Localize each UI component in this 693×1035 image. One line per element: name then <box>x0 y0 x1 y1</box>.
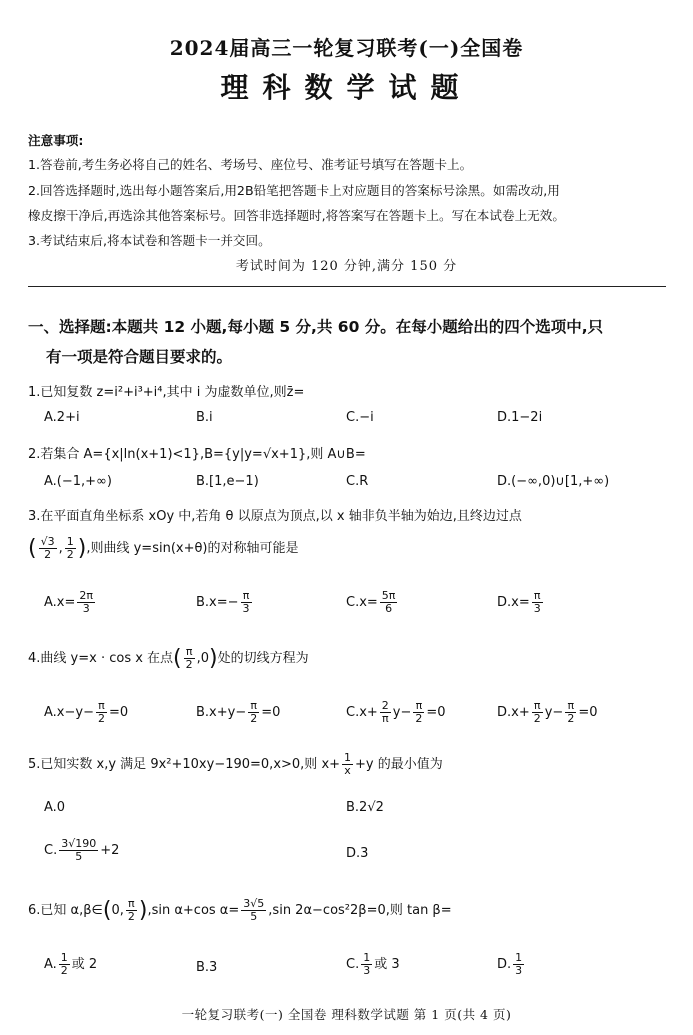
question-6-option-b: B.3 <box>196 960 218 975</box>
question-1-option-c: C.−i <box>346 410 374 425</box>
notice-line: 3.考试结束后,将本试卷和答题卡一并交回。 <box>28 233 271 248</box>
page-footer: 一轮复习联考(一) 全国卷 理科数学试题 第 1 页(共 4 页) <box>181 1007 512 1022</box>
question-1-option-b: B.i <box>196 410 213 425</box>
question-5-stem: 5.已知实数 x,y 满足 9x²+10xy−190=0,x>0,则 x+ $\frac{1}{x}$ +y 的最小值为 <box>28 751 443 777</box>
question-2-stem: 2.若集合 A={x|ln(x+1)<1},B={y|y=√x+1},则 A∪B= <box>28 447 366 462</box>
question-1-option-a: A.2+i <box>44 410 80 425</box>
question-5-option-c: C. $\frac{3√190}{5}$ +2 <box>44 837 120 863</box>
question-4-stem: 4.曲线 y=x · cos x 在点( $\frac{\pi}{2}$ ,0)处的切线方程为 <box>28 645 309 671</box>
question-4-option-c: C.x+ $\frac{2}{\pi}$ y− $\frac{\pi}{2}$ =0 <box>346 699 446 725</box>
question-3-stem: 3.在平面直角坐标系 xOy 中,若角 θ 以原点为顶点,以 x 轴非负半轴为始边,且终边过点 <box>28 509 522 524</box>
exam-title: 2024届高三一轮复习联考(一)全国卷 <box>169 36 524 60</box>
divider <box>28 286 666 287</box>
question-2-option-c: C.R <box>346 474 369 489</box>
notice-line: 橡皮擦干净后,再选涂其他答案标号。回答非选择题时,将答案写在答题卡上。写在本试卷上无效。 <box>28 208 565 223</box>
notice-line: 1.答卷前,考生务必将自己的姓名、考场号、座位号、准考证号填写在答题卡上。 <box>28 157 473 172</box>
question-2-option-b: B.[1,e−1) <box>196 474 259 489</box>
fraction: $\frac{√3}{2}$ <box>40 535 55 561</box>
paren: ) <box>77 536 87 561</box>
question-3-stem-cont: ( $\frac{√3}{2}$ , $\frac{1}{2}$ ),则曲线 y=sin(x+θ)的对称轴可能是 <box>28 535 299 561</box>
question-2-option-d: D.(−∞,0)∪[1,+∞) <box>497 474 610 489</box>
exam-subject-title: 理科数学试题 <box>220 71 473 104</box>
exam-time-info: 考试时间为 120 分钟,满分 150 分 <box>235 259 458 274</box>
section-heading: 一、选择题:本题共 12 小题,每小题 5 分,共 60 分。在每小题给出的四个选项中,只 <box>28 318 604 336</box>
paren: ( <box>28 536 37 561</box>
question-2-option-a: A.(−1,+∞) <box>44 474 112 489</box>
question-3-option-c: C.x= $\frac{5\pi}{6}$ <box>346 589 396 615</box>
question-4-option-b: B.x+y− $\frac{\pi}{2}$ =0 <box>196 699 281 725</box>
question-6-option-c: C. $\frac{1}{3}$ 或 3 <box>346 951 400 977</box>
question-5-option-d: D.3 <box>346 846 369 861</box>
question-3-option-b: B.x=− $\frac{\pi}{3}$ <box>196 589 250 615</box>
question-6-option-a: A. $\frac{1}{2}$ 或 2 <box>44 951 98 977</box>
question-4-option-a: A.x−y− $\frac{\pi}{2}$ =0 <box>44 699 129 725</box>
notice-heading: 注意事项: <box>28 133 84 148</box>
question-6-stem: 6.已知 α,β∈(0, $\frac{\pi}{2}$ ),sin α+cos α= $\frac{3√5}{5}$ ,sin 2α−cos²2β=0,则 tan β= <box>28 897 452 923</box>
question-1-stem: 1.已知复数 z=i²+i³+i⁴,其中 i 为虚数单位,则z̄= <box>28 385 305 400</box>
question-5-option-a: A.0 <box>44 800 66 815</box>
question-3-option-a: A.x= $\frac{2\pi}{3}$ <box>44 589 94 615</box>
question-4-option-d: D.x+ $\frac{\pi}{2}$ y− $\frac{\pi}{2}$ =0 <box>497 699 598 725</box>
question-1-option-d: D.1−2i <box>497 410 543 425</box>
question-5-option-b: B.2√2 <box>346 800 384 815</box>
question-6-option-d: D. $\frac{1}{3}$ <box>497 951 523 977</box>
fraction: $\frac{1}{2}$ <box>66 535 74 561</box>
section-heading-cont: 有一项是符合题目要求的。 <box>46 348 233 366</box>
notice-line: 2.回答选择题时,选出每小题答案后,用2B铅笔把答题卡上对应题目的答案标号涂黑。如需改动,用 <box>28 183 560 198</box>
question-3-option-d: D.x= $\frac{\pi}{3}$ <box>497 589 541 615</box>
